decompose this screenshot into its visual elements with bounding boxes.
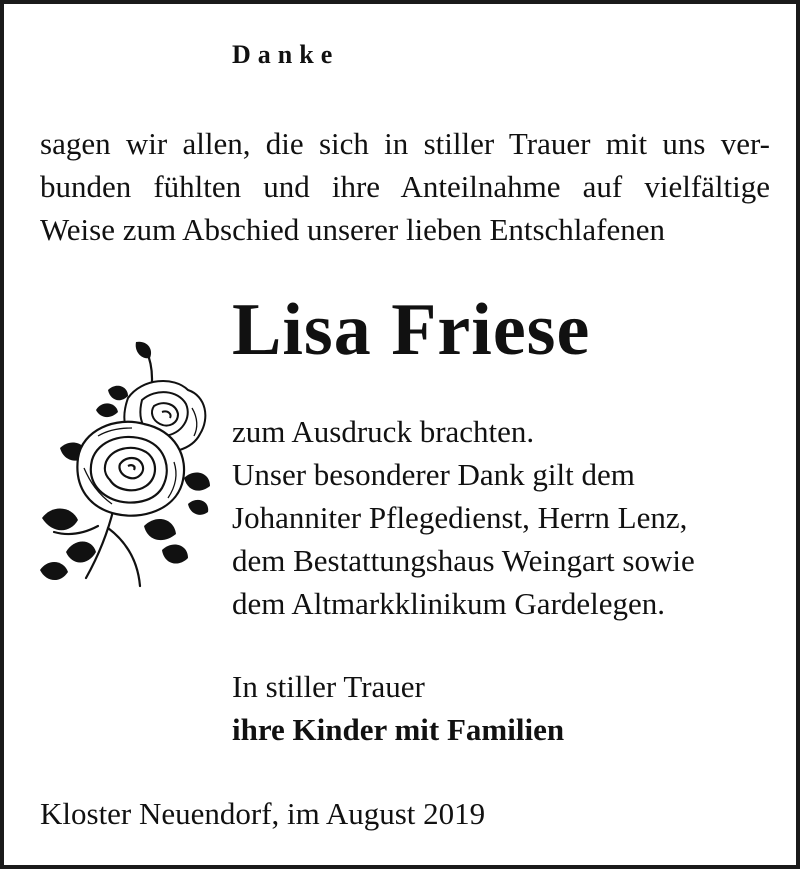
intro-line: sagen wir allen, die sich in stiller Trauer mit uns ver- (40, 126, 770, 161)
body-line: dem Altmarkklinikum Gardelegen. (232, 586, 666, 621)
body-line: zum Ausdruck brachten. (232, 414, 535, 449)
acknowledgement-paragraph (232, 410, 772, 625)
intro-paragraph (40, 122, 770, 251)
closing-phrase: In stiller Trauer (232, 669, 425, 704)
place-and-date: Kloster Neuendorf, im August 2019 (40, 796, 486, 831)
rose-icon (38, 338, 216, 590)
intro-line: Weise zum Abschied unserer lieben Entschlafenen (40, 212, 666, 247)
heading: Danke (232, 40, 340, 69)
body-line: Johanniter Pflegedienst, Herrn Lenz, (232, 500, 688, 535)
intro-line: bunden fühlten und ihre Anteilnahme auf vielfältige (40, 169, 770, 204)
deceased-name: Lisa Friese (232, 289, 591, 371)
signatories: ihre Kinder mit Familien (232, 712, 565, 747)
closing-block (232, 665, 772, 751)
body-line: dem Bestattungshaus Weingart sowie (232, 543, 695, 578)
body-line: Unser besonderer Dank gilt dem (232, 457, 635, 492)
